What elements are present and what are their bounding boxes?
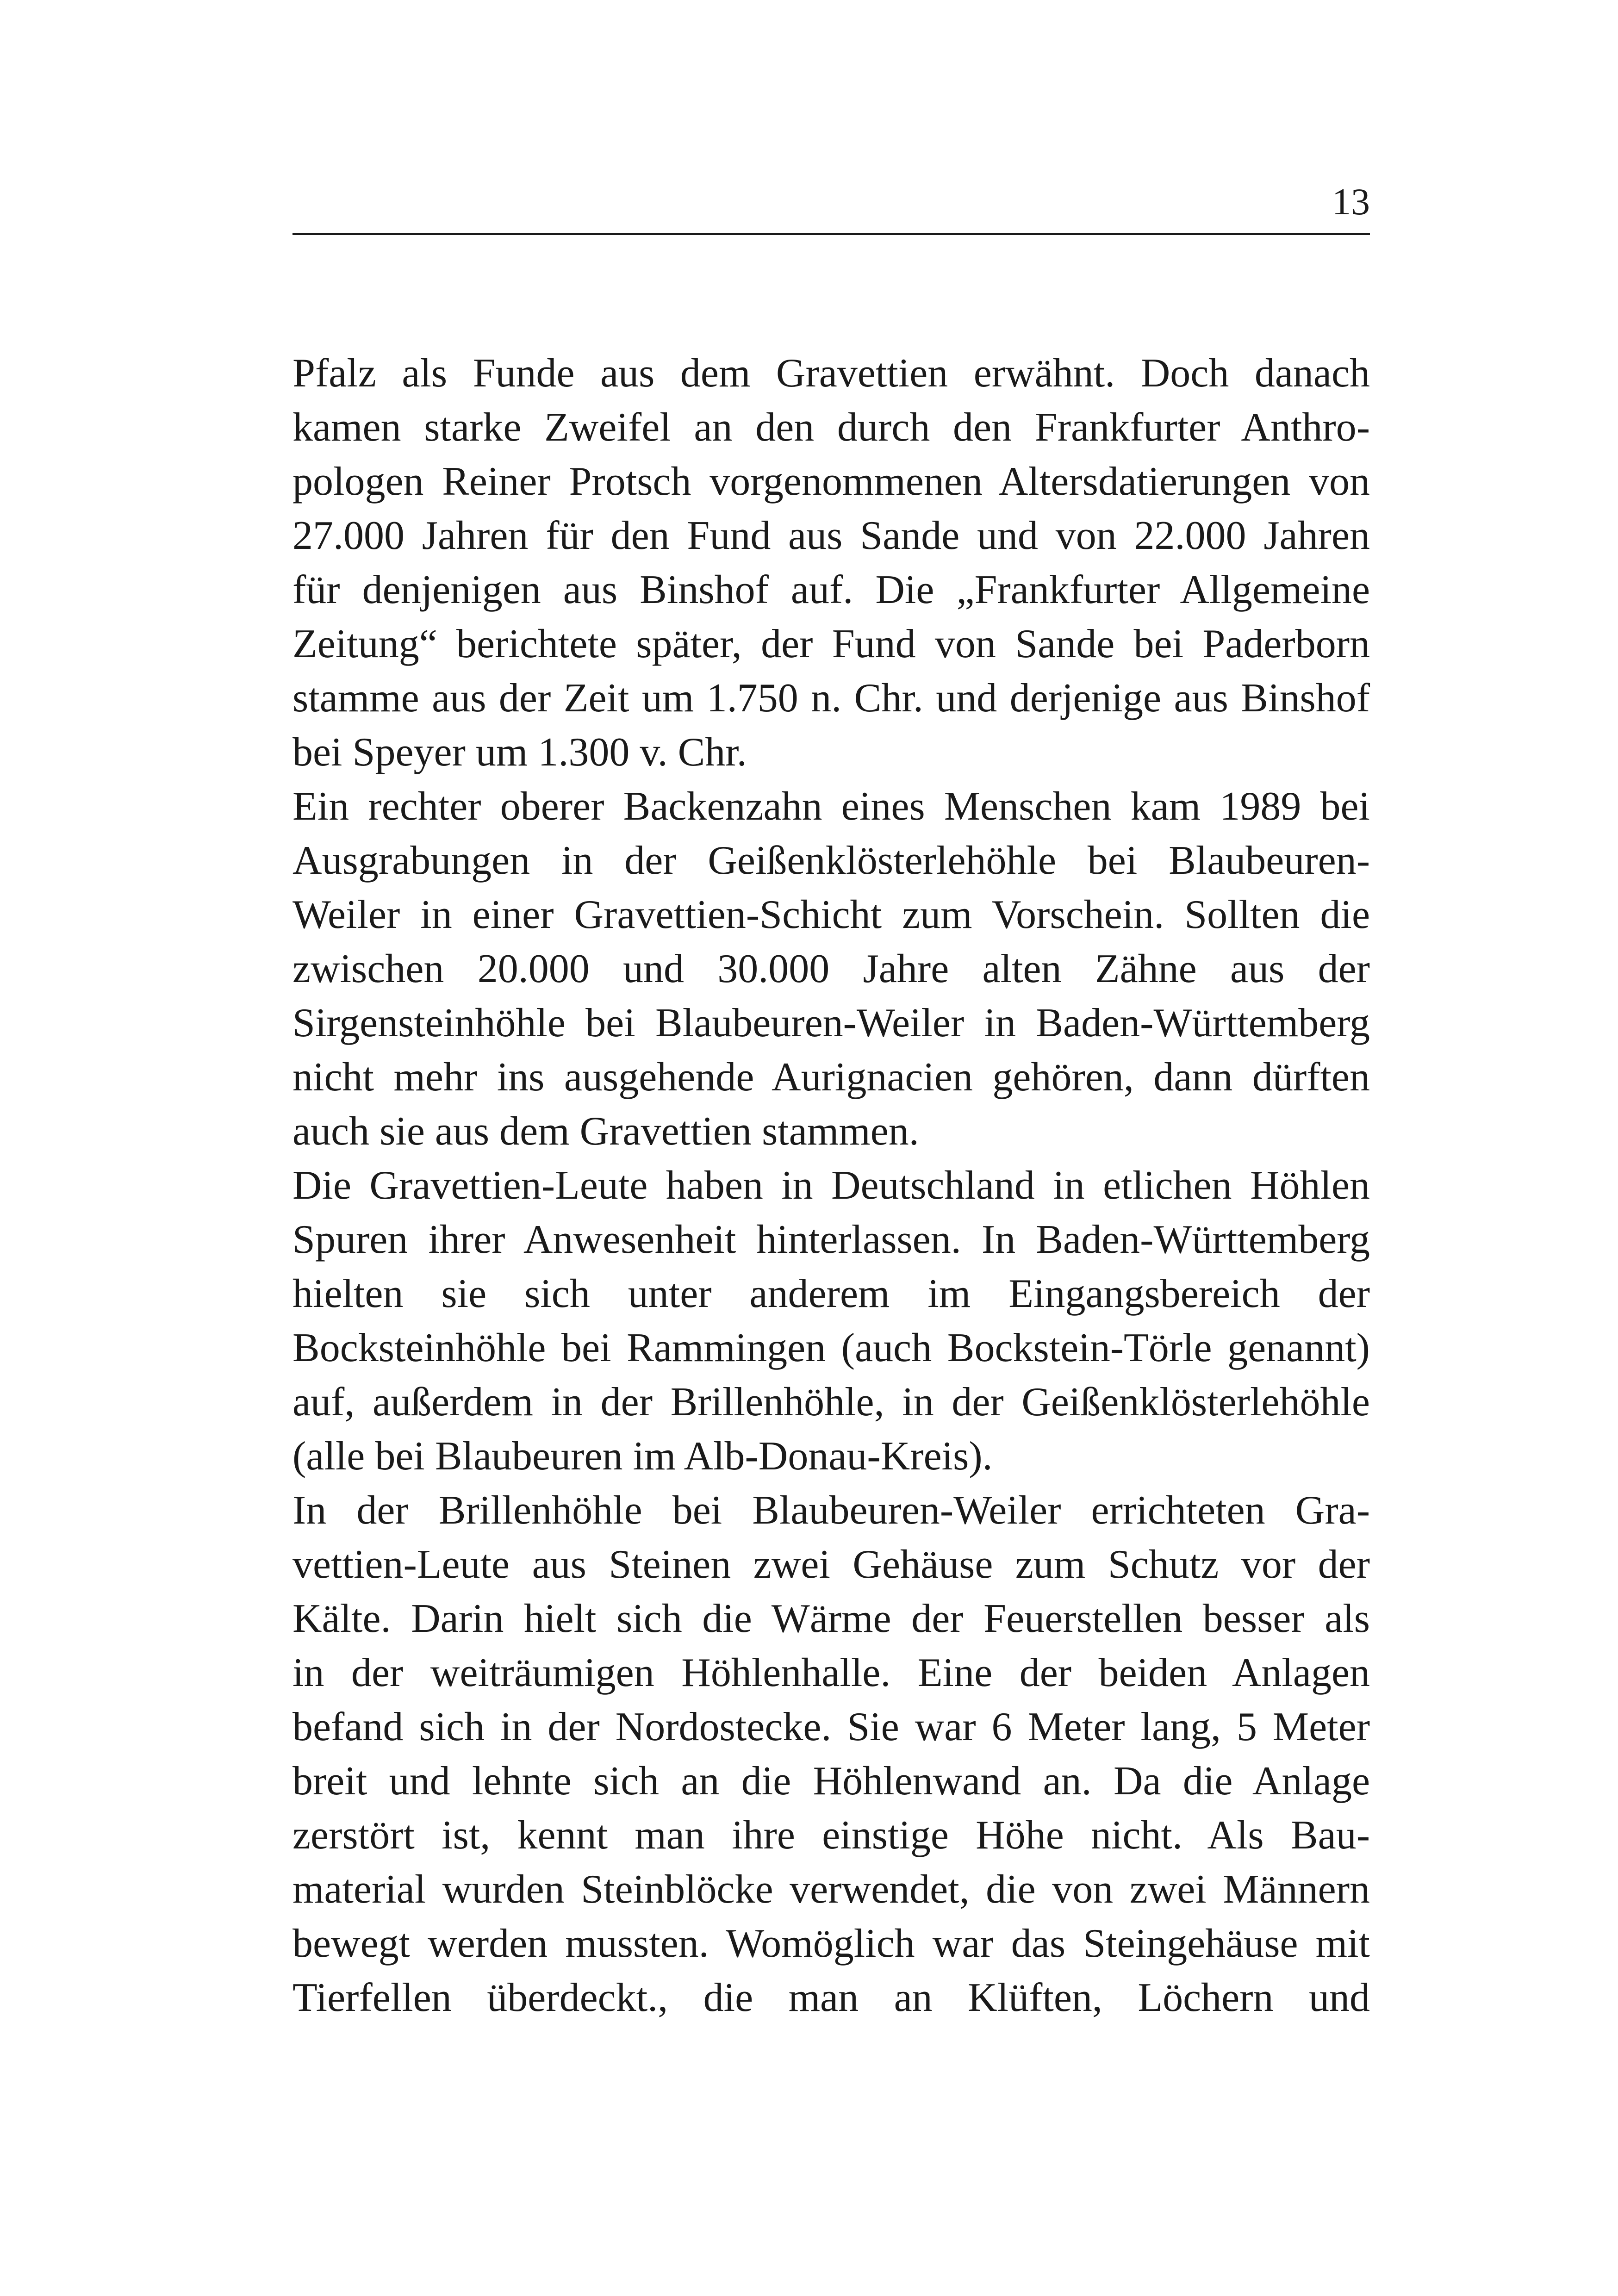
text-line: Tierfellen überdeckt., die man an Klüften, Löchern und [292,1975,1370,2020]
text-line: kamen starke Zweifel an den durch den Frankfurter Anthro- [292,405,1370,450]
body-text [292,346,1370,2025]
text-line: Ausgrabungen in der Geißenklösterlehöhle bei Blaubeuren- [292,838,1370,883]
header-rule [292,233,1370,235]
text-line: (alle bei Blaubeuren im Alb-Donau-Kreis). [292,1434,993,1479]
text-line: Bocksteinhöhle bei Rammingen (auch Bockstein-Törle genannt) [292,1325,1370,1370]
text-line: 27.000 Jahren für den Fund aus Sande und von 22.000 Jahren [292,513,1370,558]
text-line: bei Speyer um 1.300 v. Chr. [292,730,747,775]
text-line: Ein rechter oberer Backenzahn eines Menschen kam 1989 bei [292,784,1370,829]
text-line: Weiler in einer Gravettien-Schicht zum Vorschein. Sollten die [292,892,1370,937]
text-line: vettien-Leute aus Steinen zwei Gehäuse zum Schutz vor der [292,1542,1370,1587]
page-number: 13 [1332,180,1370,223]
text-line: in der weiträumigen Höhlenhalle. Eine der beiden Anlagen [292,1650,1370,1695]
text-line: befand sich in der Nordostecke. Sie war 6 Meter lang, 5 Meter [292,1705,1370,1749]
text-line: stamme aus der Zeit um 1.750 n. Chr. und derjenige aus Binshof [292,676,1370,721]
text-line: Kälte. Darin hielt sich die Wärme der Feuerstellen besser als [292,1596,1370,1641]
text-line: breit und lehnte sich an die Höhlenwand an. Da die Anlage [292,1759,1370,1804]
text-line: pologen Reiner Protsch vorgenommenen Altersdatierungen von [292,459,1370,504]
text-line: auch sie aus dem Gravettien stammen. [292,1109,919,1154]
text-line: Zeitung“ berichtete später, der Fund von Sande bei Paderborn [292,622,1370,666]
text-line: auf, außerdem in der Brillenhöhle, in der Geißenklösterlehöhle [292,1380,1370,1425]
text-line: Pfalz als Funde aus dem Gravettien erwähnt. Doch danach [292,351,1370,396]
text-line: bewegt werden mussten. Womöglich war das Steingehäuse mit [292,1921,1370,1966]
text-line: Die Gravettien-Leute haben in Deutschland in etlichen Höhlen [292,1163,1370,1208]
text-line: In der Brillenhöhle bei Blaubeuren-Weiler errichteten Gra- [292,1488,1370,1533]
text-line: zwischen 20.000 und 30.000 Jahre alten Zähne aus der [292,946,1370,991]
text-line: Spuren ihrer Anwesenheit hinterlassen. In Baden-Württemberg [292,1217,1370,1262]
text-line: Sirgensteinhöhle bei Blaubeuren-Weiler in Baden-Württemberg [292,1001,1370,1045]
text-line: für denjenigen aus Binshof auf. Die „Frankfurter Allgemeine [292,567,1370,612]
text-line: zerstört ist, kennt man ihre einstige Höhe nicht. Als Bau- [292,1813,1370,1858]
text-line: material wurden Steinblöcke verwendet, die von zwei Männern [292,1867,1370,1912]
text-line: hielten sie sich unter anderem im Eingangsbereich der [292,1271,1370,1316]
text-line: nicht mehr ins ausgehende Aurignacien gehören, dann dürften [292,1055,1370,1100]
